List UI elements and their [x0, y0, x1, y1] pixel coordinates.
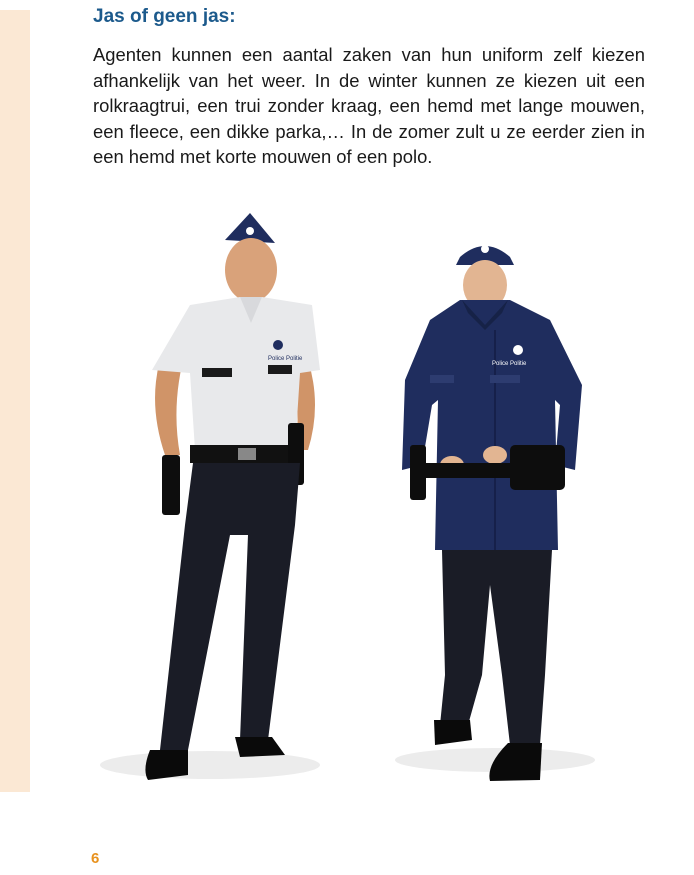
- section-heading: Jas of geen jas:: [93, 6, 236, 27]
- officer-summer-uniform: [145, 213, 320, 780]
- officer-winter-uniform: [402, 245, 582, 781]
- body-paragraph: Agenten kunnen een aantal zaken van hun uniform zelf kiezen afhankelijk van het weer. In de winter kunnen ze kiezen uit een rolkraagtrui, een trui zonder kraag, een hemd met lange mouwen, een fleece, een dikke parka,… In de zomer zult u ze eerder zien in een hemd met korte mouwen of een polo.: [93, 44, 645, 167]
- badge-text-left: Police Politie: [268, 356, 303, 362]
- police-uniforms-photo: [90, 205, 650, 795]
- badge-text-right: Police Politie: [492, 361, 527, 367]
- side-color-strip: [0, 10, 30, 792]
- page-number: 6: [91, 850, 100, 867]
